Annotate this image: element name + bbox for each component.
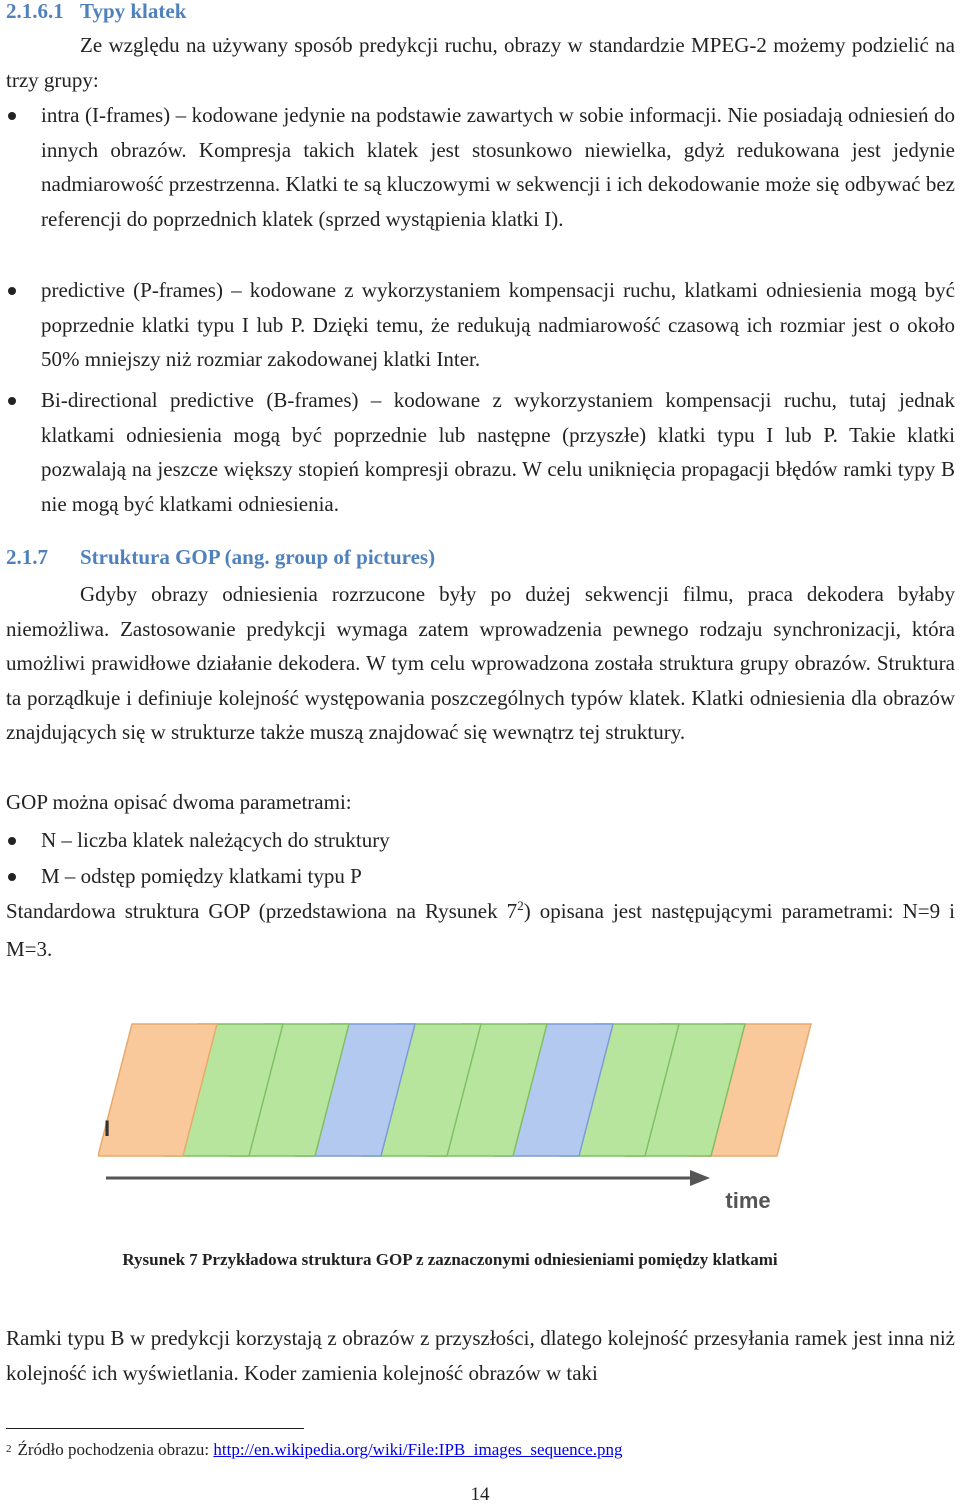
- page-number: 14: [470, 1484, 490, 1505]
- gop-standard-paragraph: [6, 894, 955, 966]
- bullet-text: Bi-directional predictive (B-frames) – kodowane z wykorzystaniem kompensacji ruchu, tutaj jednak klatkami odniesienia mogą być poprzednie lub następne (przyszłe) klatki typu I lub P. Takie klatki pozwalają na jeszcze większy stopień kompresji obrazu. W celu uniknięcia propagacji błędów ramki typy B nie mogą być klatkami odniesienia.: [41, 388, 955, 516]
- section-heading-typy-klatek: [6, 0, 186, 24]
- footnote-separator: [6, 1428, 304, 1429]
- section-title: Struktura GOP (ang. group of pictures): [80, 545, 436, 569]
- footnote-mark: 2: [6, 1443, 12, 1455]
- frame-group: [98, 1024, 811, 1156]
- bullet-icon: [8, 873, 16, 881]
- bullet-text: predictive (P-frames) – kodowane z wykorzystaniem kompensacji ruchu, klatkami odniesienia mogą być poprzednie klatki typu I lub P. Dzięki temu, że redukują nadmiarowość czasową ich rozmiar jest o około 50% mniejszy niż rozmiar zakodowanej klatki Inter.: [41, 278, 955, 371]
- standard-text-b: ) opisana jest następującymi parametrami: N=9 i M=3.: [6, 899, 955, 961]
- time-axis: [106, 1170, 771, 1213]
- gop-params-intro: GOP można opisać dwoma parametrami:: [6, 790, 352, 814]
- gop-figure: [98, 1020, 818, 1230]
- footnote: [6, 1440, 622, 1460]
- gop-paragraph: Gdyby obrazy odniesienia rozrzucone były po dużej sekwencji filmu, praca dekodera byłaby niemożliwa. Zastosowanie predykcji wymaga zatem wprowadzenia pewnego rodzaju synchronizacji, która umożliwi prawidłowe działanie dekodera. W tym celu wprowadzona została struktura grupy obrazów. Struktura ta porządkuje i definiuje kolejność występowania poszczególnych typów klatek. Klatki odniesienia dla obrazów znajdujących się w strukturze także muszą znajdować się wewnątrz tej struktury.: [6, 582, 955, 744]
- section-number: 2.1.6.1: [6, 0, 64, 23]
- intro-paragraph: Ze względu na używany sposób predykcji ruchu, obrazy w standardzie MPEG-2 możemy podzielić na trzy grupy:: [6, 33, 955, 92]
- bullet-icon: [8, 837, 16, 845]
- standard-text-a: Standardowa struktura GOP (przedstawiona na Rysunek 7: [6, 899, 518, 923]
- bullet-icon: [8, 112, 16, 120]
- footnote-text: Źródło pochodzenia obrazu:: [17, 1440, 214, 1459]
- frame-label: I: [104, 1116, 111, 1141]
- closing-paragraph: Ramki typu B w predykcji korzystają z obrazów z przyszłości, dlatego kolejność przesyłania ramek jest inna niż kolejność ich wyświetlania. Koder zamienia kolejność obrazów w taki: [6, 1326, 955, 1385]
- footnote-link[interactable]: http://en.wikipedia.org/wiki/File:IPB_images_sequence.png: [213, 1440, 623, 1459]
- figure-caption: Rysunek 7 Przykładowa struktura GOP z zaznaczonymi odniesieniami pomiędzy klatkami: [122, 1250, 778, 1269]
- section-heading-gop: [6, 545, 435, 570]
- section-title: Typy klatek: [80, 0, 187, 23]
- bullet-text: intra (I-frames) – kodowane jedynie na podstawie zawartych w sobie informacji. Nie posiadają odniesień do innych obrazów. Kompresja takich klatek jest stosunkowo niewielka, gdyż redukowana jest jedynie nadmiarowość przestrzenna. Klatki te są kluczowymi w sekwencji i ich dekodowanie może się odbywać bez referencji do poprzednich klatek (sprzed wystąpienia klatki I).: [41, 103, 955, 231]
- bullet-text: N – liczba klatek należących do struktury: [41, 828, 390, 852]
- bullet-text: M – odstęp pomiędzy klatkami typu P: [41, 864, 362, 888]
- time-label: time: [725, 1188, 771, 1213]
- time-arrow-icon: [690, 1170, 710, 1186]
- footnote-ref[interactable]: 2: [517, 898, 524, 913]
- bullet-icon: [8, 287, 16, 295]
- section-number: 2.1.7: [6, 545, 48, 569]
- bullet-icon: [8, 397, 16, 405]
